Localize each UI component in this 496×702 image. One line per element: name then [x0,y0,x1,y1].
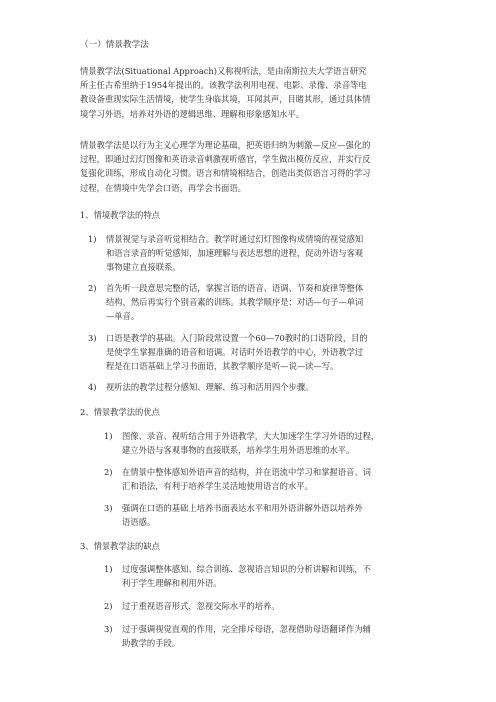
item-line: 利于学生理解和利用外语。 [122,578,222,589]
advantages-heading: 2、情景教学法的优点 [80,407,160,417]
basis-paragraph [80,138,420,195]
item-line: 在情景中整体感知外语声音的结构，并在语流中学习和掌握语音、词 [122,467,371,477]
item-number: 1) [88,234,97,244]
item-line: 结构，然后再实行个别音素的训练。其教学顺序是：对话—句子—单词 [106,297,364,308]
item-line: 口语是教学的基础。入门阶段常设置一个60—70教时的口语阶段，目的 [106,333,368,343]
item-line: 是使学生掌握准确的语音和语调。对话时外语教学的中心，外语教学过 [106,347,364,358]
item-line: 程是在口语基础上学习书面语，其教学顺序是听—说—读—写。 [106,361,339,372]
item-line: 过于重视语音形式，忽视交际水平的培养。 [122,601,280,611]
section-title: （一）情景教学法 [80,40,149,50]
item-number: 3) [88,333,97,343]
item-number: 3) [104,624,113,634]
item-number: 1) [104,564,113,574]
basis-line: 过程，在情境中先学会口语，再学会书面语。 [80,182,246,193]
intro-paragraph [80,64,420,121]
item-line: 图像、录音、视听结合用于外语教学，大大加速学生学习外语的过程， [122,431,380,441]
features-heading: 1、情境教学法的特点 [80,210,160,220]
item-line: 情景视觉与录音听觉相结合。教学时通过幻灯图像构成情境的视觉感知 [106,234,364,244]
item-line: 视听法的教学过程分感知、理解、练习和活用四个步骤。 [106,382,314,392]
item-line: 和语言录音的听觉感知，加速理解与表达思想的进程，促动外语与客观 [106,248,364,259]
disadvantages-heading: 3、情景教学法的缺点 [80,541,160,551]
item-line: 首先听一段意思完整的话，掌握言语的语音、语调、节奏和旋律等整体 [106,283,364,293]
item-line: 事物建立直接联系。 [106,262,181,273]
intro-line: 境学习外语，培养对外语的逻辑思维、理解和形象感知水平。 [80,108,305,119]
basis-line: 情景教学法是以行为主义心理学为理论基础，把英语归纳为刺激—反应—强化的 [80,140,371,150]
item-number: 1) [104,431,113,441]
item-number: 2) [88,283,97,293]
item-line: 过度强调整体感知、综合训练、忽视语言知识的分析讲解和训练，不 [122,564,371,574]
item-number: 2) [104,601,113,611]
item-number: 2) [104,467,113,477]
item-number: 4) [88,382,97,392]
basis-line: 过程，即通过幻灯图像和英语录音刺激视听感官，学生做出模仿反应，并实行反 [80,154,371,165]
basis-line: 复强化训练，形成自动化习惯。语言和情境相结合，创造出类似语言习得的学习 [80,168,371,179]
intro-line: 情景教学法(Situational Approach)又称视听法，是由南斯拉夫大学语言研究 [80,66,367,76]
item-number: 3) [104,503,113,513]
item-line: 语语感。 [122,517,156,528]
item-line: —单音。 [106,311,140,322]
intro-line: 教设备重现实际生活情境，使学生身临其境，耳闻其声，目睹其形，通过具体情 [80,94,371,105]
item-line: 过于强调视觉直观的作用，完全排斥母语，忽视借助母语翻译作为辅 [122,624,371,634]
item-line: 强调在口语的基础上培养书面表达水平和用外语讲解外语以培养外 [122,503,363,513]
intro-line: 所主任古希里纳于1954年提出的。该教学法利用电视、电影、录像、录音等电 [80,80,367,91]
item-line: 建立外语与客观事物的直接联系，培养学生用外语思维的水平。 [122,445,355,456]
item-line: 助教学的手段。 [122,638,181,649]
item-line: 汇和语法，有利于培养学生灵活地使用语言的水平。 [122,481,313,492]
